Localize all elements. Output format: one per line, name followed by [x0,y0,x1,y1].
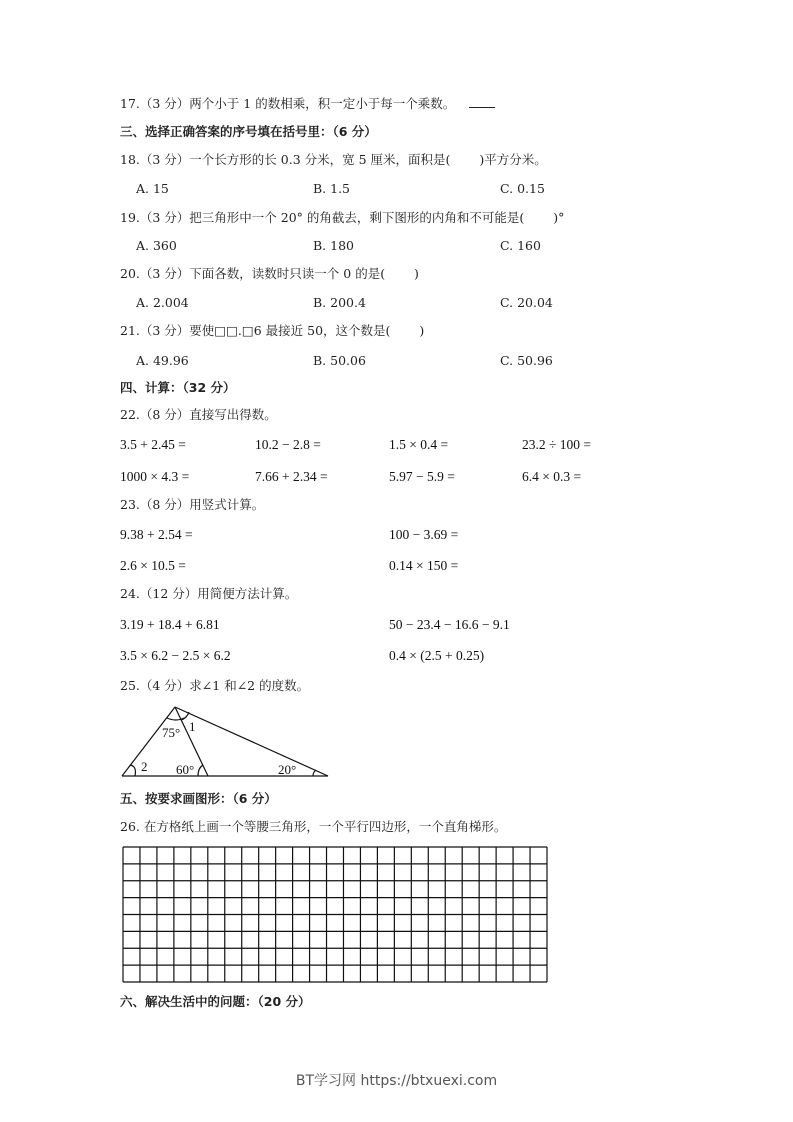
q21-option-b: B. 50.06 [313,353,366,368]
section-6-title: 六、解决生活中的问题：（20 分） [120,994,311,1009]
q21-option-c: C. 50.96 [500,353,553,368]
q22-expr-5: 1000 × 4.3 = [120,469,190,484]
question-18-text: 18.（3 分）一个长方形的长 0.3 分米，宽 5 厘米，面积是( )平方分米。 [120,152,547,167]
q23-expr-2: 100 − 3.69 = [389,527,459,542]
q24-expr-3: 3.5 × 6.2 − 2.5 × 6.2 [120,648,231,663]
q22-expr-1: 3.5 + 2.45 = [120,437,186,452]
angle-75-label: 75° [162,725,181,740]
angle-60-label: 60° [176,762,195,777]
question-20-text: 20.（3 分）下面各数，读数时只读一个 0 的是( ) [120,266,419,281]
q20-option-a: A. 2.004 [136,295,189,310]
question-24-text: 24.（12 分）用简便方法计算。 [120,586,298,601]
q23-expr-4: 0.14 × 150 = [389,558,459,573]
q23-expr-1: 9.38 + 2.54 = [120,527,193,542]
section-4-title: 四、计算：（32 分） [120,380,236,395]
q18-option-b: B. 1.5 [313,181,351,196]
q19-option-b: B. 180 [313,238,354,253]
angle-2-label: 2 [141,759,148,774]
q22-expr-6: 7.66 + 2.34 = [255,469,328,484]
question-26-text: 26. 在方格纸上画一个等腰三角形，一个平行四边形，一个直角梯形。 [120,819,507,834]
question-17-text: 17.（3 分）两个小于 1 的数相乘，积一定小于每一个乘数。 [120,96,456,111]
question-21-text: 21.（3 分）要使□□.□6 最接近 50，这个数是( ) [120,323,425,338]
question-19-text: 19.（3 分）把三角形中一个 20° 的角截去，剩下图形的内角和不可能是( )° [120,210,565,225]
footer-watermark: BT学习网 https://btxuexi.com [295,1073,498,1089]
q19-option-a: A. 360 [136,238,177,253]
angle-20-label: 20° [278,762,297,777]
q24-expr-1: 3.19 + 18.4 + 6.81 [120,617,220,632]
q20-option-c: C. 20.04 [500,295,553,310]
q24-expr-4: 0.4 × (2.5 + 0.25) [389,648,485,663]
question-22-text: 22.（8 分）直接写出得数。 [120,407,277,422]
section-5-title: 五、按要求画图形：（6 分） [120,791,277,806]
question-25-text: 25.（4 分）求∠1 和∠2 的度数。 [120,678,310,693]
drawing-grid[interactable] [122,846,548,983]
q18-option-c: C. 0.15 [500,181,545,196]
answer-blank[interactable] [469,97,495,108]
q22-expr-7: 5.97 − 5.9 = [389,469,455,484]
angle-1-label: 1 [189,719,196,734]
q18-option-a: A. 15 [136,181,169,196]
q21-option-a: A. 49.96 [136,353,189,368]
q22-expr-8: 6.4 × 0.3 = [522,469,582,484]
question-17 [120,96,495,112]
q23-expr-3: 2.6 × 10.5 = [120,558,186,573]
q22-expr-2: 10.2 − 2.8 = [255,437,321,452]
q19-option-c: C. 160 [500,238,541,253]
section-3-title: 三、选择正确答案的序号填在括号里：（6 分） [120,124,377,139]
question-23-text: 23.（8 分）用竖式计算。 [120,497,265,512]
q24-expr-2: 50 − 23.4 − 16.6 − 9.1 [389,617,510,632]
triangle-figure [110,700,340,782]
q22-expr-3: 1.5 × 0.4 = [389,437,449,452]
q20-option-b: B. 200.4 [313,295,366,310]
q22-expr-4: 23.2 ÷ 100 = [522,437,592,452]
